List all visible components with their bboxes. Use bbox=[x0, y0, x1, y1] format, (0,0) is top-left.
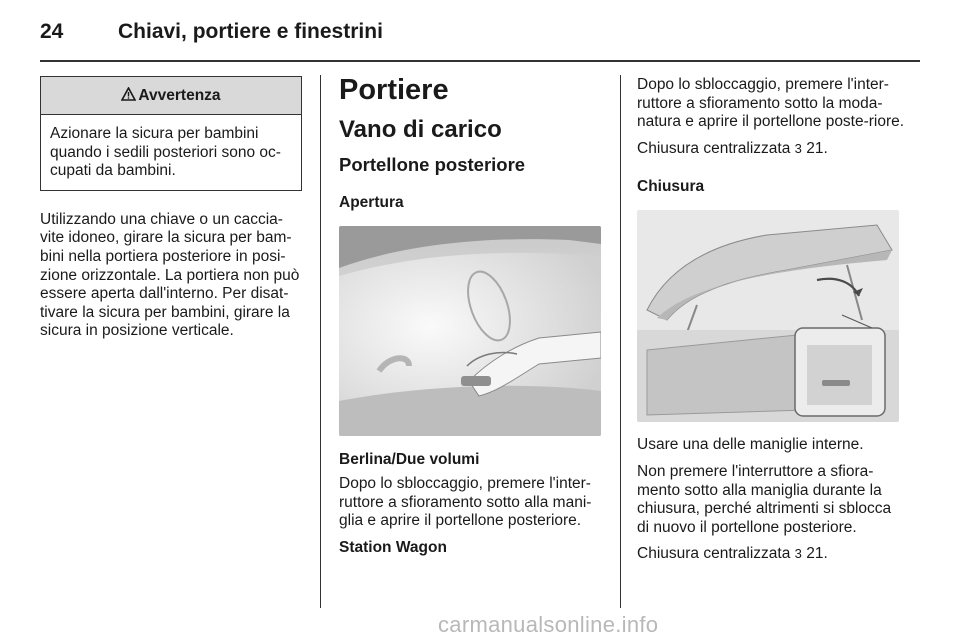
tailgate-handle-image bbox=[339, 226, 601, 436]
subheading-chiusura: Chiusura bbox=[637, 178, 705, 196]
reference-page[interactable]: 21. bbox=[806, 139, 828, 157]
page-number: 24 bbox=[40, 20, 64, 43]
column-divider bbox=[620, 75, 621, 608]
tailgate-closing-illustration bbox=[637, 210, 899, 422]
section-heading-portellone: Portellone posteriore bbox=[339, 154, 526, 175]
subheading-station-wagon: Station Wagon bbox=[339, 538, 447, 556]
page-title: Chiavi, portiere e finestrini bbox=[118, 20, 383, 43]
warning-triangle-icon bbox=[121, 87, 136, 101]
child-lock-paragraph: Utilizzando una chiave o un caccia-vite idoneo, girare la sicura per bam-bini nella portiera posteriore in posi-zione orizzontale. La portiera non può essere aperta dall'interno. Per disat-tivare la sicura per bambini, girare la sicura in posizione verticale. bbox=[40, 210, 300, 340]
tailgate-closing-image bbox=[637, 210, 899, 422]
section-heading-portiere: Portiere bbox=[339, 74, 449, 106]
watermark: carmanualsonline.info bbox=[438, 612, 659, 637]
page-header bbox=[40, 20, 920, 60]
reference-label: Chiusura centralizzata bbox=[637, 139, 791, 157]
column-2 bbox=[339, 76, 603, 557]
header-rule bbox=[40, 60, 920, 62]
column-1 bbox=[40, 76, 302, 341]
section-heading-vano-di-carico: Vano di carico bbox=[339, 116, 502, 143]
cross-reference bbox=[637, 140, 905, 159]
warning-icon bbox=[121, 87, 136, 105]
inner-handles-paragraph: Usare una delle maniglie interne. bbox=[637, 436, 864, 454]
station-wagon-paragraph: Dopo lo sbloccaggio, premere l'inter-ruttore a sfioramento sotto la moda-natura e aprire il portellone poste-riore. bbox=[637, 76, 905, 131]
subheading-berlina: Berlina/Due volumi bbox=[339, 451, 480, 468]
reference-page[interactable]: 21. bbox=[806, 545, 828, 563]
reference-arrow-icon: 3 bbox=[794, 546, 802, 562]
warning-header bbox=[41, 77, 301, 115]
reference-label: Chiusura centralizzata bbox=[637, 545, 791, 563]
warning-text: Azionare la sicura per bambini quando i sedili posteriori sono oc-cupati da bambini. bbox=[50, 125, 281, 180]
tailgate-opening-illustration bbox=[339, 226, 601, 436]
cross-reference bbox=[637, 545, 905, 564]
reference-arrow-icon: 3 bbox=[794, 140, 802, 156]
warning-box bbox=[40, 76, 302, 191]
column-divider bbox=[320, 75, 321, 608]
column-3 bbox=[637, 76, 905, 564]
berlina-paragraph: Dopo lo sbloccaggio, premere l'inter-ruttore a sfioramento sotto alla mani-glia e aprire il portellone posteriore. bbox=[339, 475, 592, 530]
warning-title: Avvertenza bbox=[138, 86, 221, 104]
closing-warning-paragraph: Non premere l'interruttore a sfiora-mento sotto alla maniglia durante la chiusura, perché altrimenti si sblocca di nuovo il portellone posteriore. bbox=[637, 462, 892, 536]
subheading-apertura: Apertura bbox=[339, 194, 404, 211]
